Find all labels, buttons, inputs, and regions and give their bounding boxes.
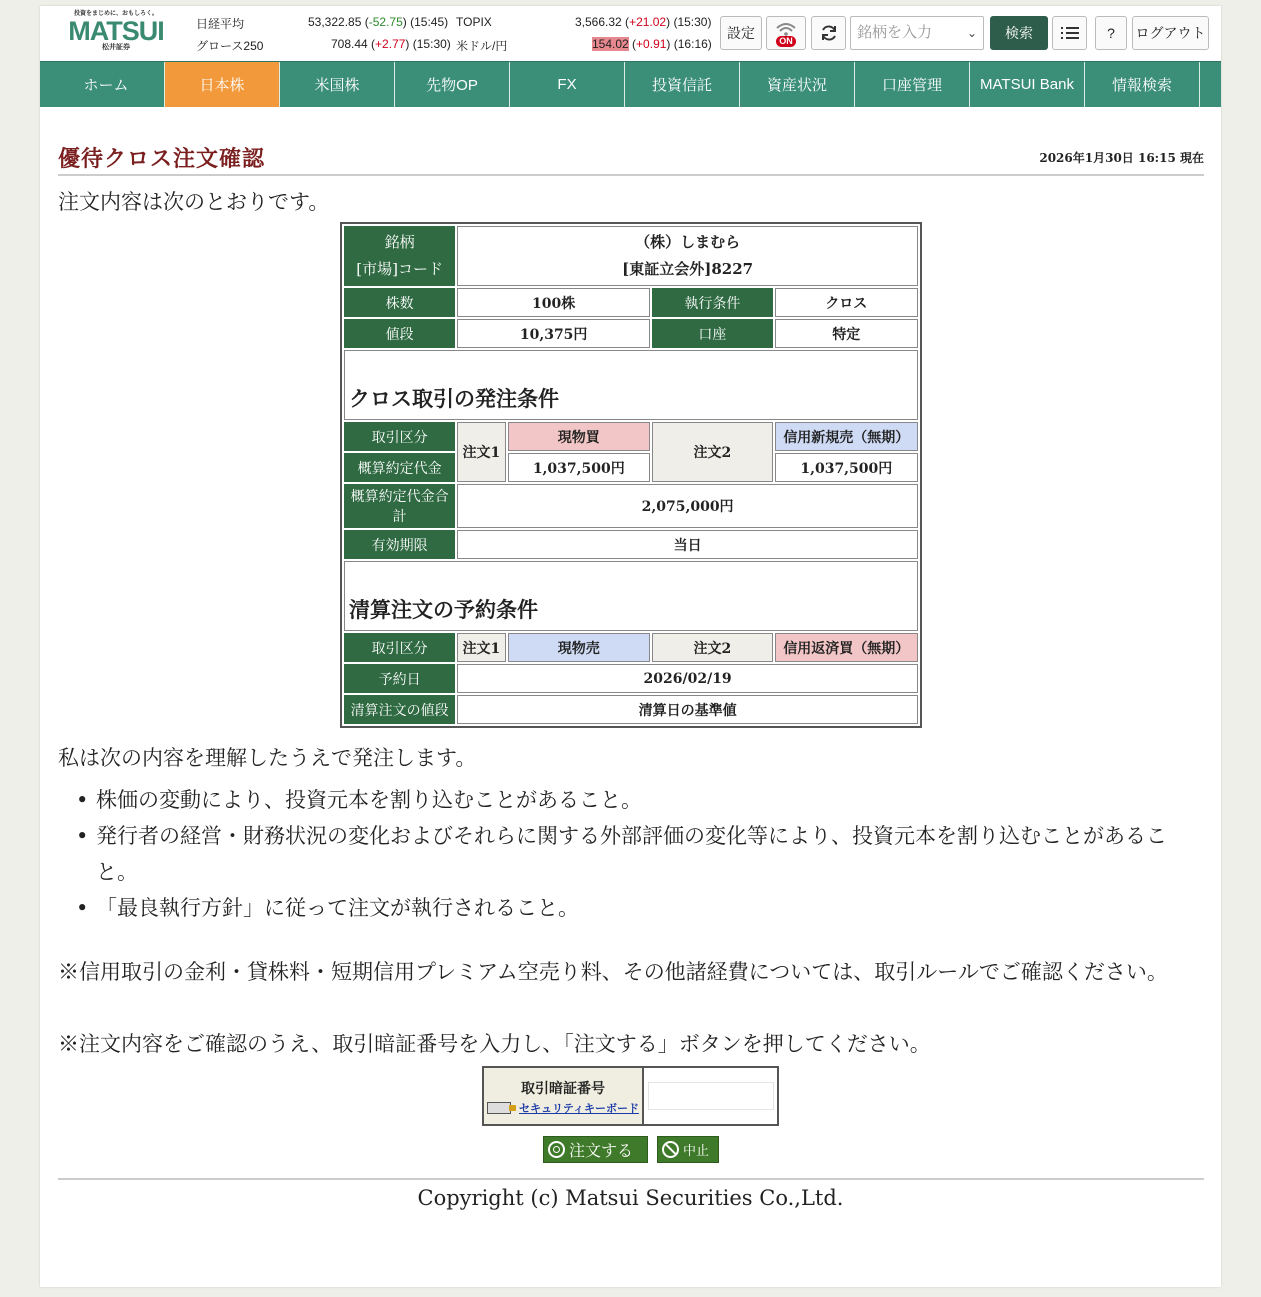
help-button[interactable]: ? <box>1095 16 1127 50</box>
copyright: Copyright (c) Matsui Securities Co.,Ltd. <box>417 1186 844 1210</box>
refresh-icon <box>819 23 839 43</box>
list-item: • 株価の変動により、投資元本を割り込むことがあること。 <box>76 788 642 812</box>
order2-label: 注文2 <box>652 422 773 482</box>
settle-order2-label: 注文2 <box>652 633 773 662</box>
search-button[interactable]: 検索 <box>990 16 1048 50</box>
logo-tagline: 投資をまじめに、おもしろく。 <box>74 11 158 17</box>
lead-text: 注文内容は次のとおりです。 <box>58 190 330 214</box>
nav-mutual-funds[interactable]: 投資信託 <box>625 62 740 107</box>
price-value: 10,375円 <box>457 319 650 348</box>
prohibited-icon <box>662 1141 679 1158</box>
nav-futures-options[interactable]: 先物OP <box>395 62 510 107</box>
pin-label-cell <box>484 1068 644 1124</box>
margin-fee-note: ※信用取引の金利・貸株料・短期信用プレミアム空売り料、その他諸経費については、取引ルールでご確認ください。 <box>58 960 1168 984</box>
symbol-input-placeholder: 銘柄を入力 <box>857 24 933 41</box>
expiry-value: 当日 <box>457 530 918 559</box>
est-amount-header: 概算約定代金 <box>344 453 455 482</box>
nav-japan-stocks[interactable]: 日本株 <box>165 62 280 107</box>
market-name-nikkei: 日経平均 <box>196 17 245 31</box>
security-keyboard-link[interactable]: セキュリティキーボード <box>484 1100 642 1116</box>
order1-type: 現物買 <box>508 422 651 451</box>
header <box>40 6 1221 62</box>
order2-type: 信用新規売（無期） <box>775 422 918 451</box>
target-icon <box>548 1141 565 1158</box>
order2-amount: 1,037,500円 <box>775 453 918 482</box>
market-quote-usdjpy: 154.02 (+0.91) (16:16) <box>592 37 712 51</box>
as-of-timestamp: 2026年1月30日 16:15 現在 <box>1039 151 1204 165</box>
wifi-icon <box>775 22 797 36</box>
account-header: 口座 <box>652 319 773 348</box>
account-value: 特定 <box>775 319 918 348</box>
settle-trade-type-header: 取引区分 <box>344 633 455 662</box>
keyboard-icon <box>487 1102 511 1114</box>
price-header: 値段 <box>344 319 455 348</box>
market-name-topix: TOPIX <box>456 15 492 29</box>
qty-header: 株数 <box>344 288 455 317</box>
page-container <box>40 6 1221 1287</box>
pin-field-cell <box>644 1068 777 1124</box>
reserve-date-value: 2026/02/19 <box>457 664 918 693</box>
exec-value: クロス <box>775 288 918 317</box>
understanding-intro: 私は次の内容を理解したうえで発注します。 <box>58 746 477 770</box>
confirm-instruction-note: ※注文内容をご確認のうえ、取引暗証番号を入力し、「注文する」ボタンを押してください。 <box>58 1032 931 1056</box>
matsui-logo[interactable] <box>68 10 164 58</box>
settle-order1-type: 現物売 <box>508 633 651 662</box>
symbol-value: （株）しまむら [東証立会外]8227 <box>457 226 918 286</box>
refresh-button[interactable] <box>811 16 846 50</box>
list-item: • 発行者の経営・財務状況の変化およびそれらに関する外部評価の変化等により、投資元本を割り込むことがあること。 <box>76 824 1167 884</box>
cross-section-heading: クロス取引の発注条件 <box>344 350 918 420</box>
exec-header: 執行条件 <box>652 288 773 317</box>
nav-assets[interactable]: 資産状況 <box>740 62 855 107</box>
list-icon <box>1061 26 1079 40</box>
footer-divider <box>58 1178 1204 1180</box>
trade-type-header: 取引区分 <box>344 422 455 451</box>
settle-section-heading: 清算注文の予約条件 <box>344 561 918 631</box>
market-quote-growth: 708.44 (+2.77) (15:30) <box>331 37 451 51</box>
market-name-growth: グロース250 <box>196 39 264 53</box>
market-name-usdjpy: 米ドル/円 <box>456 39 508 53</box>
settle-order1-label: 注文1 <box>457 633 505 662</box>
nav-info-search[interactable]: 情報検索 <box>1085 62 1200 107</box>
est-total-value: 2,075,000円 <box>457 484 918 528</box>
settle-price-header: 清算注文の値段 <box>344 695 455 724</box>
global-nav <box>40 61 1221 107</box>
push-on-badge: ON <box>776 36 796 47</box>
logo-sub: 松井証券 <box>102 44 130 51</box>
list-item: • 「最良執行方針」に従って注文が執行されること。 <box>76 896 579 920</box>
submit-order-button[interactable]: 注文する <box>543 1136 648 1163</box>
nav-account[interactable]: 口座管理 <box>855 62 970 107</box>
pin-box <box>482 1066 779 1126</box>
pin-input[interactable] <box>648 1082 774 1110</box>
reserve-date-header: 予約日 <box>344 664 455 693</box>
title-divider <box>58 174 1204 176</box>
menu-list-button[interactable] <box>1052 16 1087 50</box>
logout-button[interactable]: ログアウト <box>1132 16 1209 50</box>
nav-home[interactable]: ホーム <box>40 62 165 107</box>
logo-name: MATSUI <box>68 16 164 46</box>
cancel-button[interactable]: 中止 <box>657 1136 719 1163</box>
order-confirm-table <box>340 222 922 728</box>
settle-price-value: 清算日の基準値 <box>457 695 918 724</box>
pin-label: 取引暗証番号 <box>521 1081 605 1097</box>
settle-order2-type: 信用返済買（無期） <box>775 633 918 662</box>
nav-matsui-bank[interactable]: MATSUI Bank <box>970 62 1085 107</box>
market-quote-nikkei: 53,322.85 (-52.75) (15:45) <box>308 15 449 29</box>
expiry-header: 有効期限 <box>344 530 455 559</box>
lock-icon <box>509 1105 516 1111</box>
risk-list <box>76 782 1196 926</box>
est-total-header: 概算約定代金合計 <box>344 484 455 528</box>
page-title: 優待クロス注文確認 <box>58 146 266 172</box>
order1-amount: 1,037,500円 <box>508 453 651 482</box>
market-quote-topix: 3,566.32 (+21.02) (15:30) <box>575 15 712 29</box>
settings-button[interactable]: 設定 <box>720 16 762 50</box>
chevron-down-icon[interactable]: ⌄ <box>966 26 977 40</box>
symbol-header: 銘柄 [市場]コード <box>344 226 455 286</box>
qty-value: 100株 <box>457 288 650 317</box>
order1-label: 注文1 <box>457 422 505 482</box>
push-toggle-button[interactable] <box>766 16 806 50</box>
nav-fx[interactable]: FX <box>510 62 625 107</box>
nav-us-stocks[interactable]: 米国株 <box>280 62 395 107</box>
symbol-input[interactable] <box>850 16 984 50</box>
